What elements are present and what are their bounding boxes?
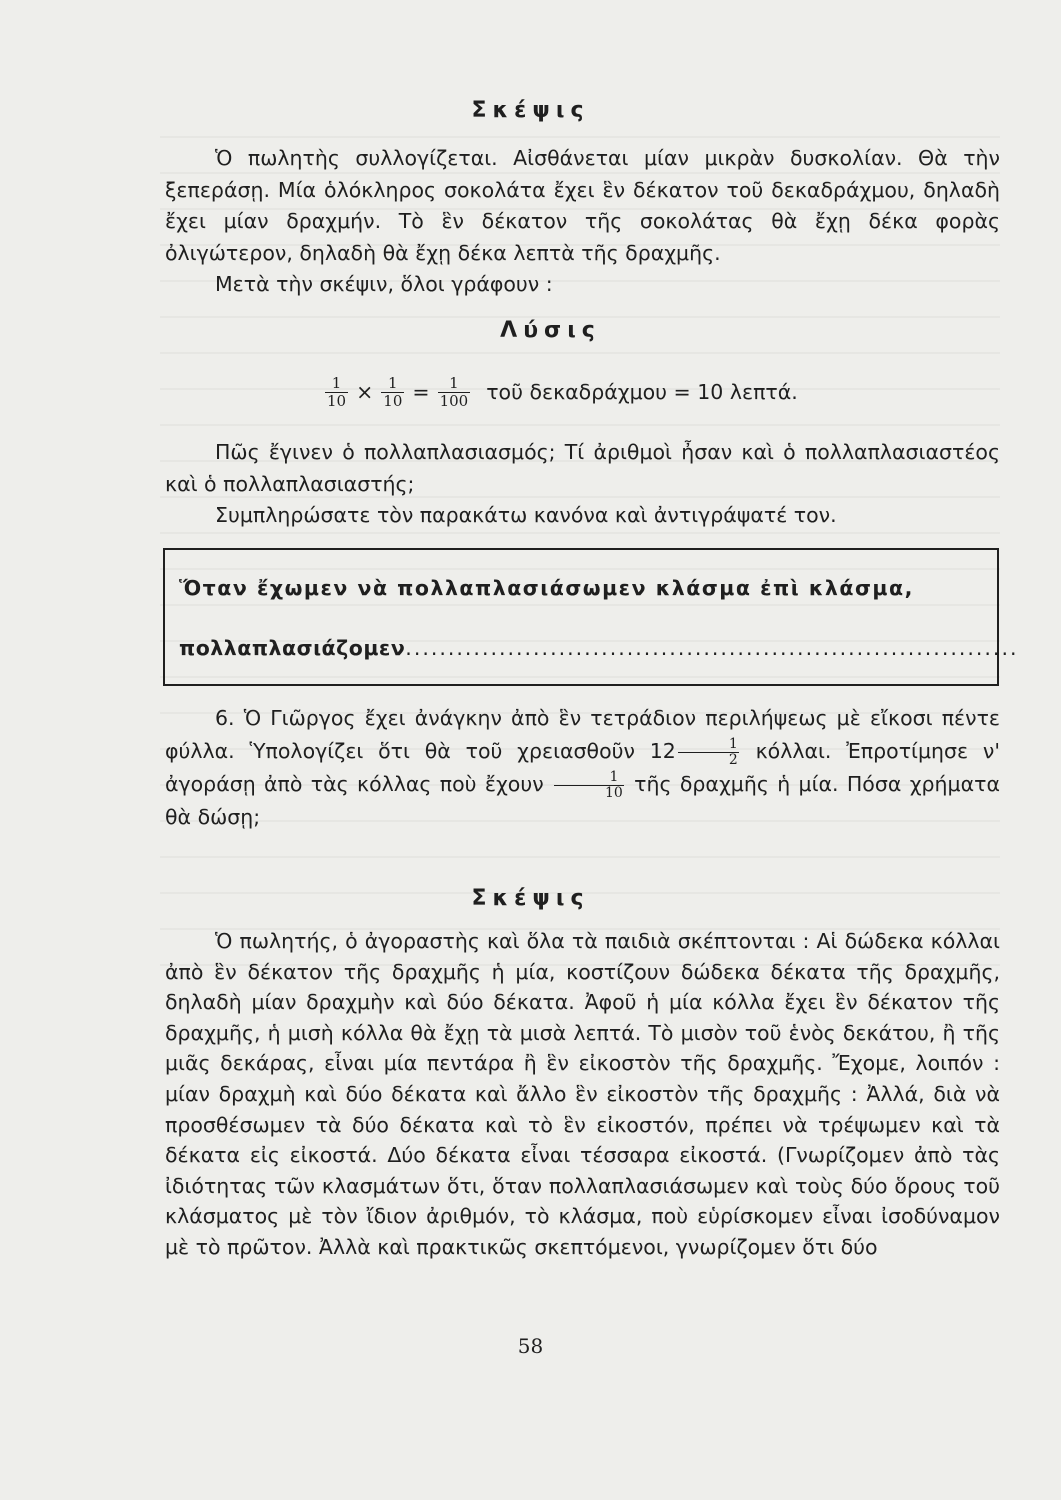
mixed-fraction-half: [678, 737, 739, 768]
page-number: 58: [517, 1334, 544, 1358]
tenth-denominator: 10: [554, 785, 624, 801]
equals-sign: =: [412, 380, 430, 404]
half-denominator: 2: [678, 752, 739, 768]
times-sign: ×: [356, 380, 374, 404]
paragraph-question: Πῶς ἔγινεν ὁ πολλαπλασιασμός; Τί ἀριθμοὶ ἦσαν καὶ ὁ πολλαπλασιαστέος καὶ ὁ πολλαπλασιαστής;: [165, 440, 1000, 496]
fraction-3-numerator: 1: [449, 373, 459, 392]
paragraph-all-write: Μετὰ τὴν σκέψιν, ὅλοι γράφουν :: [215, 272, 553, 296]
problem-6-text-3: τῆς δραχμῆς ἡ μία. Πόσα χρήματα θὰ δώσῃ;: [165, 772, 1000, 829]
fraction-2: [381, 375, 404, 410]
fraction-tenth: [554, 770, 624, 801]
fraction-3: [438, 375, 471, 410]
rule-line-2: [179, 636, 1018, 660]
rule-line-1: Ὅταν ἔχωμεν νὰ πολλαπλασιάσωμεν κλάσμα ἐπὶ κλάσμα,: [179, 576, 914, 600]
rule-blank-dots: ........................................................................: [405, 636, 1019, 660]
problem-6-text-1: 6. Ὁ Γιῶργος ἔχει ἀνάγκην ἀπὸ ἓν τετράδιον περιλήψεως μὲ εἴκοσι πέντε φύλλα. Ὑπολογίζει ὅτι θὰ τοῦ χρειασθοῦν 12: [165, 706, 1000, 763]
half-numerator: 1: [728, 735, 738, 752]
fraction-2-denominator: 10: [383, 391, 403, 410]
rule-box: [163, 548, 1019, 686]
paragraph-reasoning: Ὁ πωλητής, ὁ ἀγοραστὴς καὶ ὅλα τὰ παιδιὰ σκέπτονται : Αἱ δώδεκα κόλλαι ἀπὸ ἓν δέκατον τῆς δραχμῆς ἡ μία, κοστίζουν δώδεκα δέκατα τῆς δραχμῆς, δηλαδὴ μίαν δραχμὴν καὶ δύο δέκατα. Ἀφοῦ ἡ μία κόλλα ἔχει ἓν δέκατον τῆς δραχμῆς, ἡ μισὴ κόλλα θὰ ἔχῃ τὰ μισὰ λεπτά. Τὸ μισὸν τοῦ ἑνὸς δεκάτου, ἢ τῆς μιᾶς δεκάρας, εἶναι μία πεντάρα ἢ ἓν εἰκοστὸν τῆς δραχμῆς. Ἔχομε, λοιπόν : μίαν δραχμὴ καὶ δύο δέκατα καὶ ἄλλο ἓν εἰκοστὸν τῆς δραχμῆς : Ἀλλά, διὰ νὰ προσθέσωμεν τὰ δύο δέκατα καὶ τὸ ἓν εἰκοστόν, πρέπει νὰ τρέψωμεν καὶ τὰ δέκατα εἰς εἰκοστά. Δύο δέκατα εἶναι τέσσαρα εἰκοστά. (Γνωρίζομεν ἀπὸ τὰς ἰδιότητας τῶν κλασμάτων ὅτι, ὅταν πολλαπλασιάσωμεν καὶ τοὺς δύο ὅρους τοῦ κλάσματος μὲ τὸν ἴδιον ἀριθμόν, τὸ κλάσμα, ποὺ εὑρίσκομεν εἶναι ἰσοδύναμον μὲ τὸ πρῶτον. Ἀλλὰ καὶ πρακτικῶς σκεπτόμενοι, γνωρίζομεν ὅτι δύο: [165, 929, 1000, 1259]
equation-result: τοῦ δεκαδράχμου = 10 λεπτά.: [486, 380, 798, 404]
fraction-1-denominator: 10: [327, 391, 347, 410]
fraction-1: [325, 375, 348, 410]
fraction-1-numerator: 1: [331, 373, 342, 392]
math-equation: [325, 368, 798, 416]
paragraph-instruction: Συμπληρώσατε τὸν παρακάτω κανόνα καὶ ἀντιγράψατέ τον.: [215, 503, 837, 527]
fraction-2-numerator: 1: [388, 373, 398, 392]
rule-fill-prefix: πολλαπλασιάζομεν: [179, 636, 406, 660]
heading-skepsis-2: Σκέψις: [471, 886, 590, 911]
problem-6: [165, 702, 1000, 834]
fraction-3-denominator: 100: [439, 391, 469, 410]
heading-lysis: Λύσις: [500, 318, 601, 343]
heading-skepsis-1: Σκέψις: [471, 98, 590, 123]
problem-6-text-2: κόλλαι. Ἐπροτίμησε ν' ἀγοράσῃ ἀπὸ τὰς κόλλας ποὺ ἔχουν: [165, 739, 1000, 796]
tenth-numerator: 1: [609, 768, 619, 785]
paragraph-seller-thinks: Ὁ πωλητὴς συλλογίζεται. Αἰσθάνεται μίαν μικρὰν δυσκολίαν. Θὰ τὴν ξεπεράσῃ. Μία ὁλόκληρος σοκολάτα ἔχει ἓν δέκατον τοῦ δεκαδράχμου, δηλαδὴ ἔχει μίαν δραχμήν. Τὸ ἓν δέκατον τῆς σοκολάτας θὰ ἔχῃ δέκα φορὰς ὀλιγώτερον, δηλαδὴ θὰ ἔχῃ δέκα λεπτὰ τῆς δραχμῆς.: [165, 146, 1000, 265]
